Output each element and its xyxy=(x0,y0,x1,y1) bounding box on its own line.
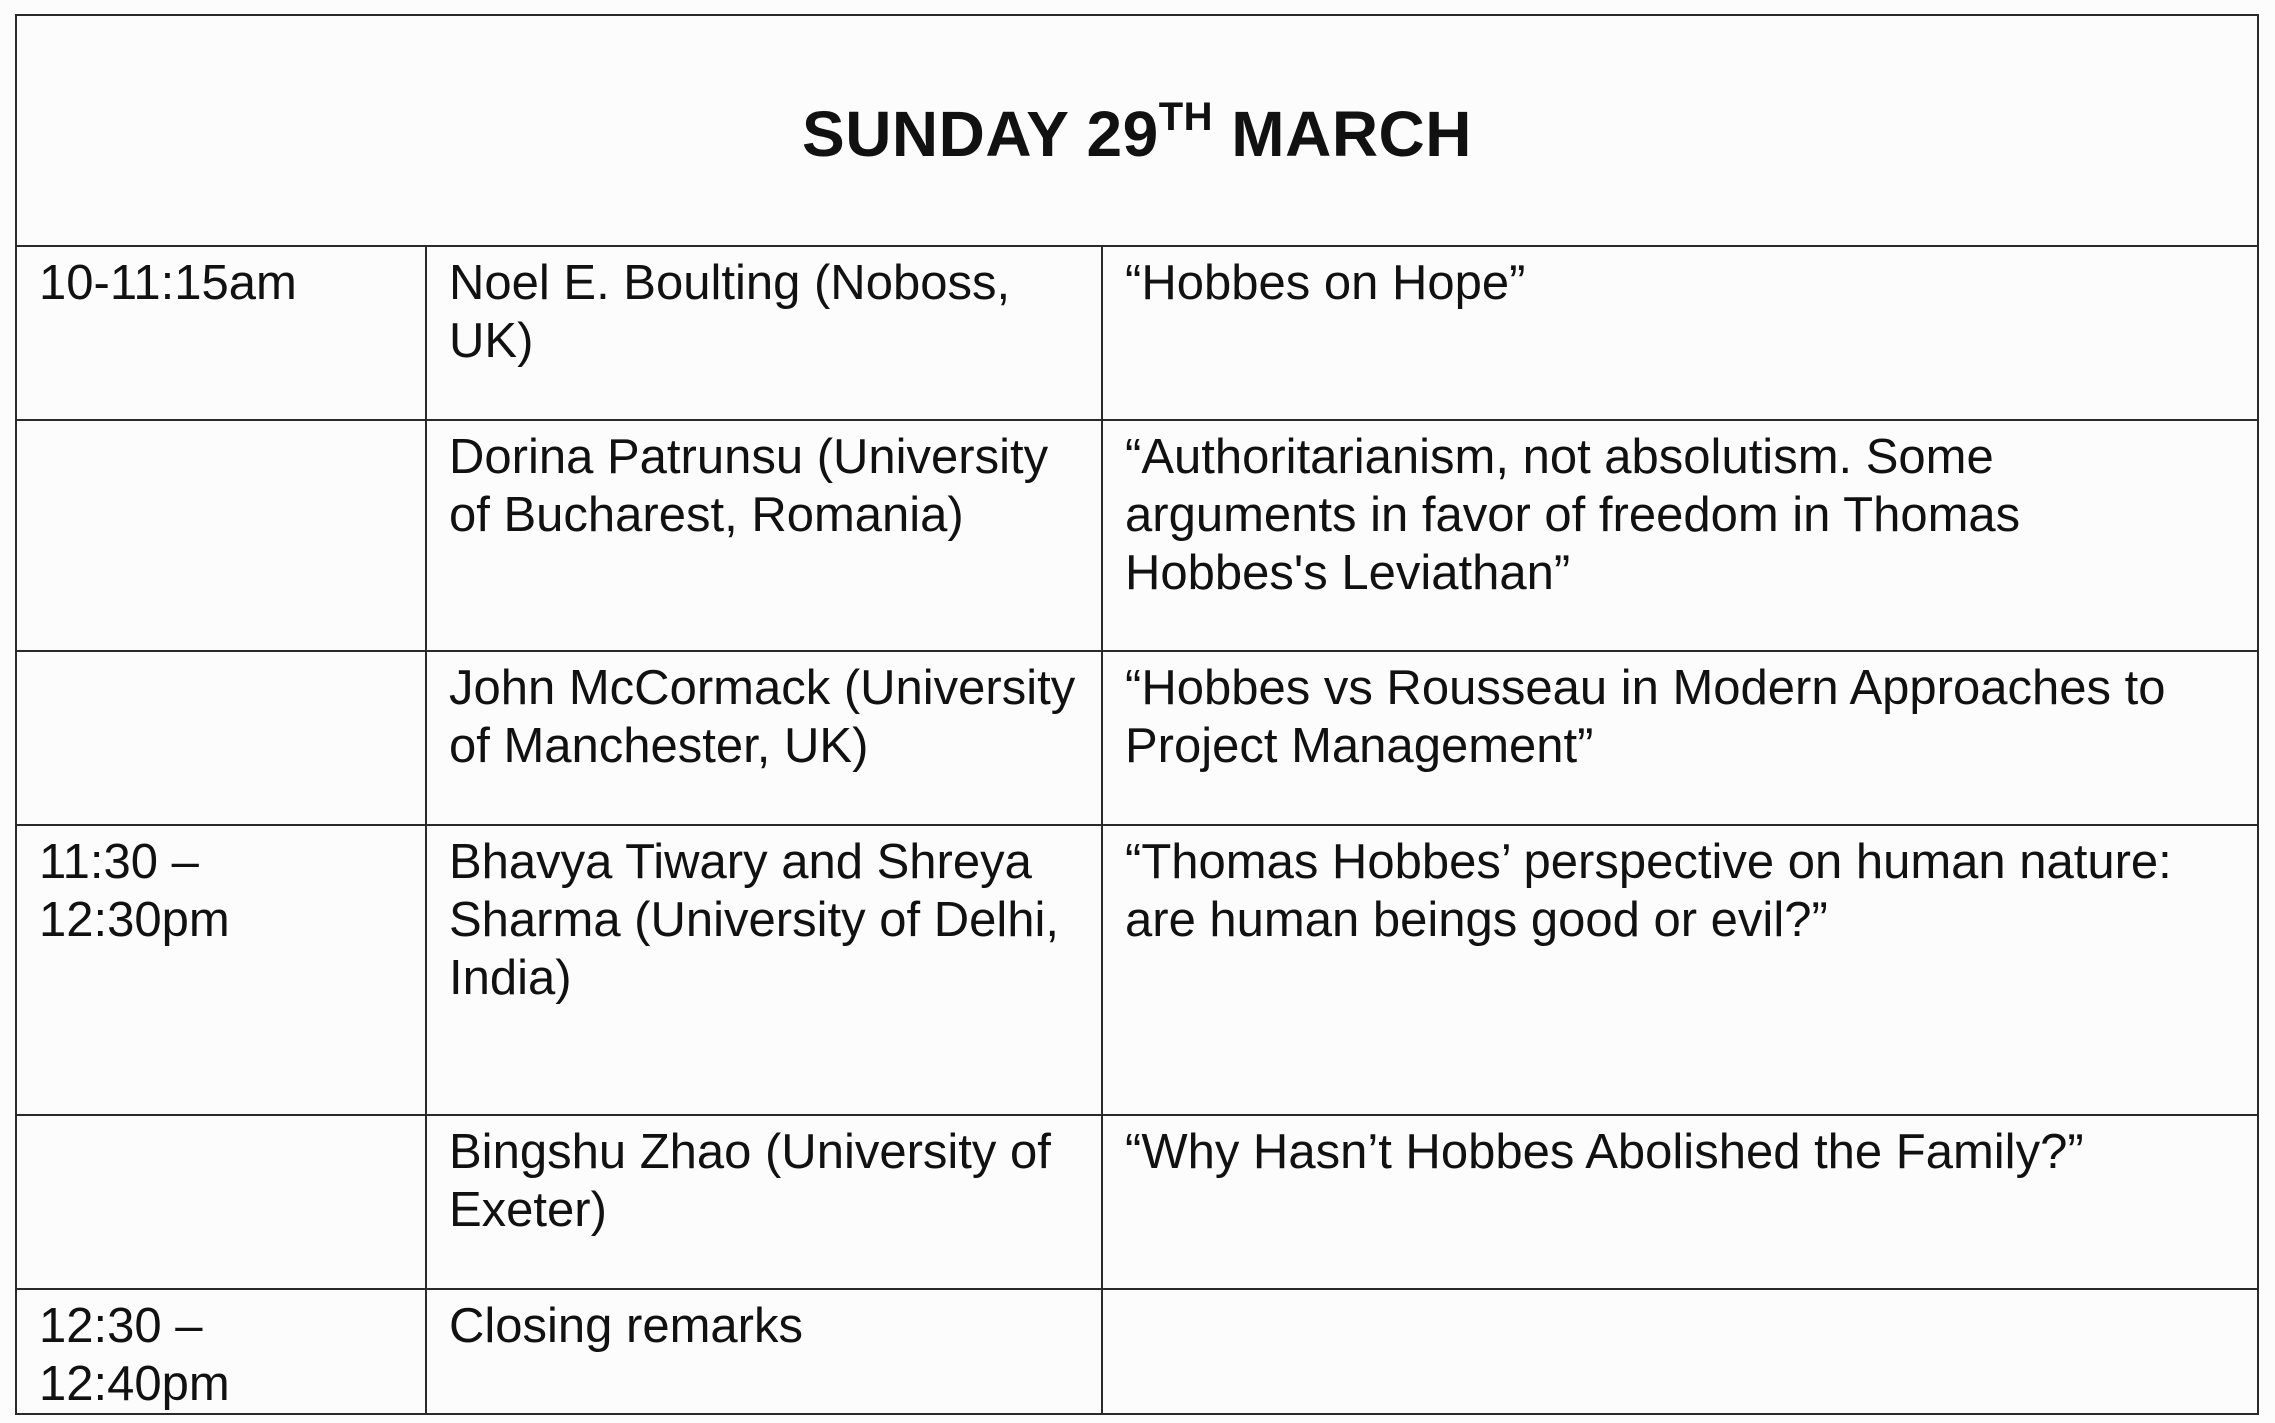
speaker-text: Closing remarks xyxy=(449,1299,803,1353)
speaker-text: Bingshu Zhao (University of Exeter) xyxy=(449,1125,1065,1237)
time-cell xyxy=(16,1115,426,1289)
title-cell xyxy=(16,15,2258,246)
time-text xyxy=(17,652,425,659)
speaker-cell xyxy=(426,1289,1102,1414)
title-day: SUNDAY 29 xyxy=(802,97,1159,170)
time-cell xyxy=(16,1289,426,1414)
talk-title-text: “Authoritarianism, not absolutism. Some arguments in favor of freedom in Thomas Hobbes's Leviathan” xyxy=(1125,430,2034,600)
table-row xyxy=(16,420,2258,651)
time-text: 11:30 – 12:30pm xyxy=(39,835,230,947)
table-row xyxy=(16,246,2258,420)
speaker-cell xyxy=(426,651,1102,825)
time-cell xyxy=(16,420,426,651)
speaker-cell xyxy=(426,420,1102,651)
table-row xyxy=(16,1289,2258,1414)
talk-title-cell xyxy=(1102,246,2258,420)
talk-title-text: “Hobbes vs Rousseau in Modern Approaches to Project Management” xyxy=(1125,661,2180,773)
table-row xyxy=(16,651,2258,825)
time-text xyxy=(17,1116,425,1123)
talk-title-text xyxy=(1103,1290,2257,1297)
time-text: 10-11:15am xyxy=(39,256,297,310)
time-cell xyxy=(16,246,426,420)
time-text: 12:30 – 12:40pm xyxy=(39,1299,230,1411)
title-ordinal: TH xyxy=(1158,94,1214,139)
talk-title-cell xyxy=(1102,1115,2258,1289)
speaker-text: Bhavya Tiwary and Shreya Sharma (University of Delhi, India) xyxy=(449,835,1073,1005)
speaker-cell xyxy=(426,825,1102,1115)
table-row xyxy=(16,1115,2258,1289)
talk-title-text: “Thomas Hobbes’ perspective on human nature: are human beings good or evil?” xyxy=(1125,835,2186,947)
talk-title-cell xyxy=(1102,1289,2258,1414)
talk-title-cell xyxy=(1102,651,2258,825)
speaker-text: Dorina Patrunsu (University of Bucharest, Romania) xyxy=(449,430,1062,542)
header-row xyxy=(16,15,2258,246)
time-cell xyxy=(16,825,426,1115)
schedule-table xyxy=(15,14,2259,1415)
speaker-cell xyxy=(426,246,1102,420)
speaker-text: John McCormack (University of Manchester, UK) xyxy=(449,661,1089,773)
time-cell xyxy=(16,651,426,825)
speaker-cell xyxy=(426,1115,1102,1289)
table-row xyxy=(16,825,2258,1115)
talk-title-cell xyxy=(1102,420,2258,651)
title-month: MARCH xyxy=(1213,97,1472,170)
page-title xyxy=(802,94,1472,171)
talk-title-cell xyxy=(1102,825,2258,1115)
time-text xyxy=(17,421,425,428)
talk-title-text: “Why Hasn’t Hobbes Abolished the Family?” xyxy=(1125,1125,2084,1179)
talk-title-text: “Hobbes on Hope” xyxy=(1125,256,1526,310)
speaker-text: Noel E. Boulting (Noboss, UK) xyxy=(449,256,1024,368)
